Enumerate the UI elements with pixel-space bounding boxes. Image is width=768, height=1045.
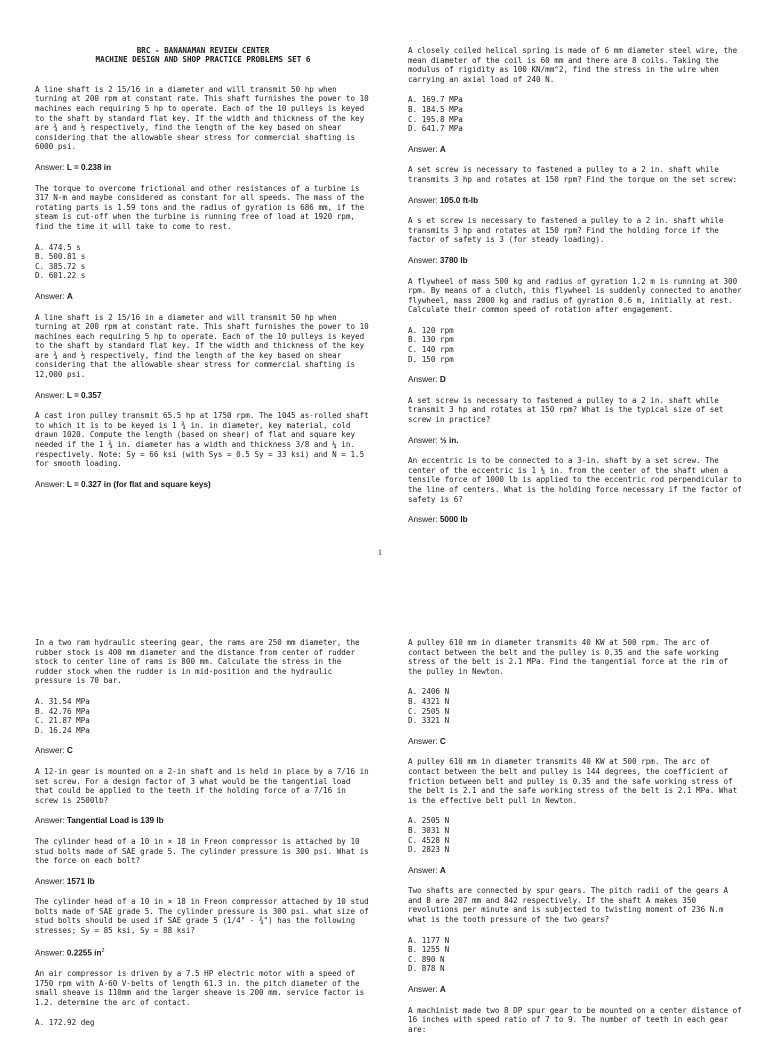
page1-left-column (35, 46, 374, 500)
question-text: An air compressor is driven by a 7.5 HP electric motor with a speed of 1750 rpm with A-60 V-belts of length 61.3 in. the pitch diameter of the small sheave is 110mm and the larger sheave is 200 mm. service factor is 1.2. determine the arc of contact. (35, 968, 369, 1007)
question-text: A s et screw is necessary to fastened a pulley to a 2 in. shaft while transmits 3 hp and rotates at 150 rpm? Find the holding force if the factor of safety is 3 (for steady loading). (408, 216, 729, 245)
answer-option: A. 474.5 s (35, 242, 81, 252)
answer-label: Answer: (35, 291, 65, 301)
answer-option: A. 172.92 deg (35, 1018, 95, 1028)
answer-line (408, 737, 744, 747)
answer-value: C (66, 746, 73, 756)
question-text: A flywheel of mass 500 kg and radius of gyration 1.2 m is running at 300 rpm. By means of a clutch, this flywheel is suddenly connected to another flywheel, mass 2000 kg and radius of gyration 0.6 m, initially at rest. Calculate their common speed of rotation after engagement. (408, 276, 747, 315)
answer-value: Tangential Load is 139 lb (66, 816, 164, 826)
answer-label: Answer: (408, 515, 438, 525)
question-text: A closely coiled helical spring is made of 6 mm diameter steel wire, the mean diameter of the coil is 60 mm and there are 8 coils. Taking the modulus of rigidity as 100 KN/mm^2, find the stress in the wire when carrying an axial load of 240 N. (408, 46, 742, 84)
answer-option: C. 21.87 MPa (35, 716, 90, 726)
title-line-2: MACHINE DESIGN AND SHOP PRACTICE PROBLEMS SET 6 (95, 55, 311, 65)
question-text: An eccentric is to be connected to a 3-in. shaft by a set screw. The center of the eccentric is 1 ¼ in. from the center of the shaft when a tensile force of 1000 lb is applied to the eccentric rod perpendicular to the line of centers. What is the holding force necessary if the factor of safety is 6? (408, 456, 747, 504)
answer-option: B. 1255 N (408, 945, 450, 955)
answer-line (35, 292, 371, 302)
question-text: A 12-in gear is mounted on a 2-in shaft and is held in place by a 7/16 in set screw. For a design factor of 3 what would be the tangential load that could be applied to the teeth if the holding force of a 7/16 in screw is 2500lb? (35, 766, 374, 805)
answer-options (408, 326, 744, 364)
question-text: A set screw is necessary to fastened a pulley to a 2 in. shaft while transmit 3 hp and rotates at 150 rpm? What is the typical size of set screw in practice? (408, 395, 729, 425)
answer-option: C. 385.72 s (35, 261, 86, 271)
answer-value: A (439, 985, 446, 995)
answer-label: Answer: (408, 736, 438, 746)
answer-line (408, 196, 744, 206)
answer-line (35, 391, 371, 401)
answer-label: Answer: (35, 479, 65, 489)
page1-right-column (408, 46, 747, 536)
answer-value: 1571 lb (66, 876, 95, 886)
answer-label: Answer: (408, 865, 438, 875)
answer-option: A. 2505 N (408, 816, 450, 826)
answer-value: 0.2255 in (66, 948, 102, 958)
question-text: The cylinder head of a 10 in × 18 in Freon compressor is attached by 10 stud bolts made of SAE grade 5. The cylinder pressure is 300 psi. What is the force on each bolt? (35, 836, 374, 866)
answer-options (408, 816, 744, 854)
page2-right-column (408, 638, 747, 1045)
answer-option: A. 31.54 MPa (35, 696, 90, 706)
answer-option: C. 4528 N (408, 835, 450, 845)
question-text: The cylinder head of a 10 in × 18 in Freon compressor attached by 10 stud bolts made of SAE grade 5. The cylinder pressure is 300 psi. what size of stud bolts should be used if SAE grade 5 (1/4" - ¾") has the following stresses; Sy = 85 ksi, Sy = 88 ksi? (35, 897, 374, 936)
answer-option: B. 3031 N (408, 825, 450, 835)
answer-label: Answer: (408, 435, 438, 445)
answer-value: 105.0 ft-lb (439, 195, 479, 205)
answer-line (408, 515, 744, 525)
answer-option: A. 120 rpm (408, 325, 454, 335)
answer-option: B. 184.5 MPa (408, 104, 463, 114)
page-gap (0, 580, 768, 606)
answer-value: A (66, 291, 73, 301)
answer-option: B. 42.76 MPa (35, 706, 90, 716)
answer-line (35, 746, 371, 756)
answer-option: A. 2406 N (408, 687, 450, 697)
page2-left-column (35, 638, 374, 1039)
answer-option: D. 3321 N (408, 716, 450, 726)
answer-value: A (439, 865, 446, 875)
answer-option: C. 2505 N (408, 706, 450, 716)
answer-options (408, 95, 744, 133)
question-text: A cast iron pulley transmit 65.5 hp at 1750 rpm. The 1045 as-rolled shaft to which it is to be keyed is 1 ¾ in. in diameter, key material, cold drawn 1020. Compute the length (based on shear) of flat and square key needed if the 1 ¾ in. diameter has a width and thickness 3/8 and ¼ in. respectively. Note: Sy = 66 ksi (with Sys = 0.5 Sy = 33 ksi) and N = 1.5 for smooth loading. (35, 411, 374, 469)
answer-value: L = 0.327 in (for flat and square keys) (66, 479, 211, 489)
answer-option: D. 878 N (408, 964, 445, 974)
question-text: In a two ram hydraulic steering gear, the rams are 250 mm diameter, the rubber stock is 400 mm diameter and the distance from center of rudder stock to center line of rams is 800 mm. Calculate the stress in the rudder stock when the rudder is in mid-position and the hydraulic pressure is 70 bar. (35, 638, 365, 686)
answer-line (35, 816, 371, 826)
answer-line (35, 480, 371, 490)
answer-value: L = 0.357 (66, 390, 102, 400)
answer-label: Answer: (408, 195, 438, 205)
answer-options (408, 687, 744, 725)
answer-line (35, 877, 371, 887)
answer-label: Answer: (35, 876, 65, 886)
question-text: A line shaft is 2 15/16 in a diameter and will transmit 50 hp when turning at 200 rpm at constant rate. This shaft furnishes the power to 10 machines each requiring 5 hp to operate. Each of the 10 pulleys is keyed to the shaft by standard flat key. If the width and thickness of the key are ¾ and ½ respectively, find the length of the key based on shear considering that the allowable shear stress for commercial shafting is 12,000 psi. (35, 312, 374, 380)
answer-line (35, 163, 371, 173)
answer-option: C. 890 N (408, 954, 445, 964)
answer-label: Answer: (408, 985, 438, 995)
question-text: A set screw is necessary to fastened a pulley to a 2 in. shaft while transmits 3 hp and rotates at 150 rpm? Find the torque on the set screw: (408, 165, 738, 184)
answer-value: ½ in. (439, 435, 459, 445)
answer-label: Answer: (35, 746, 65, 756)
answer-option: C. 140 rpm (408, 345, 454, 355)
answer-option: C. 195.8 MPa (408, 114, 463, 124)
answer-label: Answer: (35, 162, 65, 172)
answer-label: Answer: (35, 390, 65, 400)
question-text: A pulley 610 mm in diameter transmits 40 KW at 500 rpm. The arc of contact between the belt and the pulley is 0.35 and the safe working stress of the belt is 2.1 MPa. Find the tangential force at the rim of the pulley in Newton. (408, 638, 733, 676)
answer-options (35, 243, 371, 281)
answer-label: Answer: (408, 255, 438, 265)
page-title (35, 46, 371, 65)
question-text: A pulley 610 mm in diameter transmits 40 KW at 500 rpm. The arc of contact between the belt and pulley is 144 degrees, the coefficient of friction between belt and pulley is 0.35 and the safe working stress of the belt is 2.1 and the safe working stress of the belt is 2.1 MPa. What is the effective belt pull in Newton. (408, 757, 742, 805)
question-text: Two shafts are connected by spur gears. The pitch radii of the gears A and B are 207 mm and 842 respectively. If the shaft A makes 350 revolutions per minute and is subjected to twisting moment of 236 N.m what is the tooth pressure of the two gears? (408, 886, 733, 925)
answer-superscript: 2 (101, 947, 105, 954)
question-text: A machinist made two 8 DP spur gear to be mounted on a center distance of 16 inches with speed ratio of 7 to 9. The number of teeth in each gear are: (408, 1005, 747, 1034)
answer-label: Answer: (35, 816, 65, 826)
answer-line (408, 866, 744, 876)
answer-line (408, 375, 744, 385)
answer-options (35, 1018, 371, 1028)
answer-options (35, 697, 371, 735)
answer-value: D (439, 375, 446, 385)
title-line-1: BRC - BANANAMAN REVIEW CENTER (136, 46, 270, 55)
answer-value: 5000 lb (439, 515, 468, 525)
answer-option: A. 169.7 MPa (408, 95, 463, 105)
answer-option: B. 4321 N (408, 696, 450, 706)
answer-option: A. 1177 N (408, 935, 450, 945)
answer-line (408, 145, 744, 155)
document-page-2 (0, 606, 768, 1034)
answer-value: 3780 lb (439, 255, 468, 265)
answer-options (408, 936, 744, 974)
answer-line (408, 985, 744, 995)
page-number: 1 (378, 548, 382, 557)
answer-option: D. 150 rpm (408, 354, 454, 364)
answer-option: D. 601.22 s (35, 271, 86, 281)
answer-option: D. 641.7 MPa (408, 124, 463, 134)
answer-option: D. 2823 N (408, 845, 450, 855)
question-text: The torque to overcome frictional and other resistances of a turbine is 317 N-m and maybe considered as constant for all speeds. The mass of the rotating parts is 1.59 tons and the radius of gyration is 686 mm, if the steam is cut-off when the turbine is running free of load at 1920 rpm, find the time it will take to come to rest. (35, 183, 369, 231)
answer-label: Answer: (408, 144, 438, 154)
answer-line (408, 256, 744, 266)
answer-line (35, 947, 371, 958)
answer-label: Answer: (35, 948, 65, 958)
answer-option: B. 130 rpm (408, 335, 454, 345)
answer-value: L = 0.238 in (66, 162, 112, 172)
answer-option: B. 500.81 s (35, 252, 86, 262)
answer-value: C (439, 736, 446, 746)
answer-value: A (439, 144, 446, 154)
answer-option: D. 16.24 MPa (35, 725, 90, 735)
answer-label: Answer: (408, 375, 438, 385)
question-text: A line shaft is 2 15/16 in a diameter and will transmit 50 hp when turning at 200 rpm at constant rate. This shaft furnishes the power to 10 machines each requiring 5 hp to operate. Each of the 10 pulleys is keyed to the shaft by standard flat key. If the width and thickness of the key are ¾ and ½ respectively, find the length of the key based on shear considering that the allowable shear stress for commercial shafting is 6000 psi. (35, 84, 374, 152)
answer-line (408, 436, 744, 446)
